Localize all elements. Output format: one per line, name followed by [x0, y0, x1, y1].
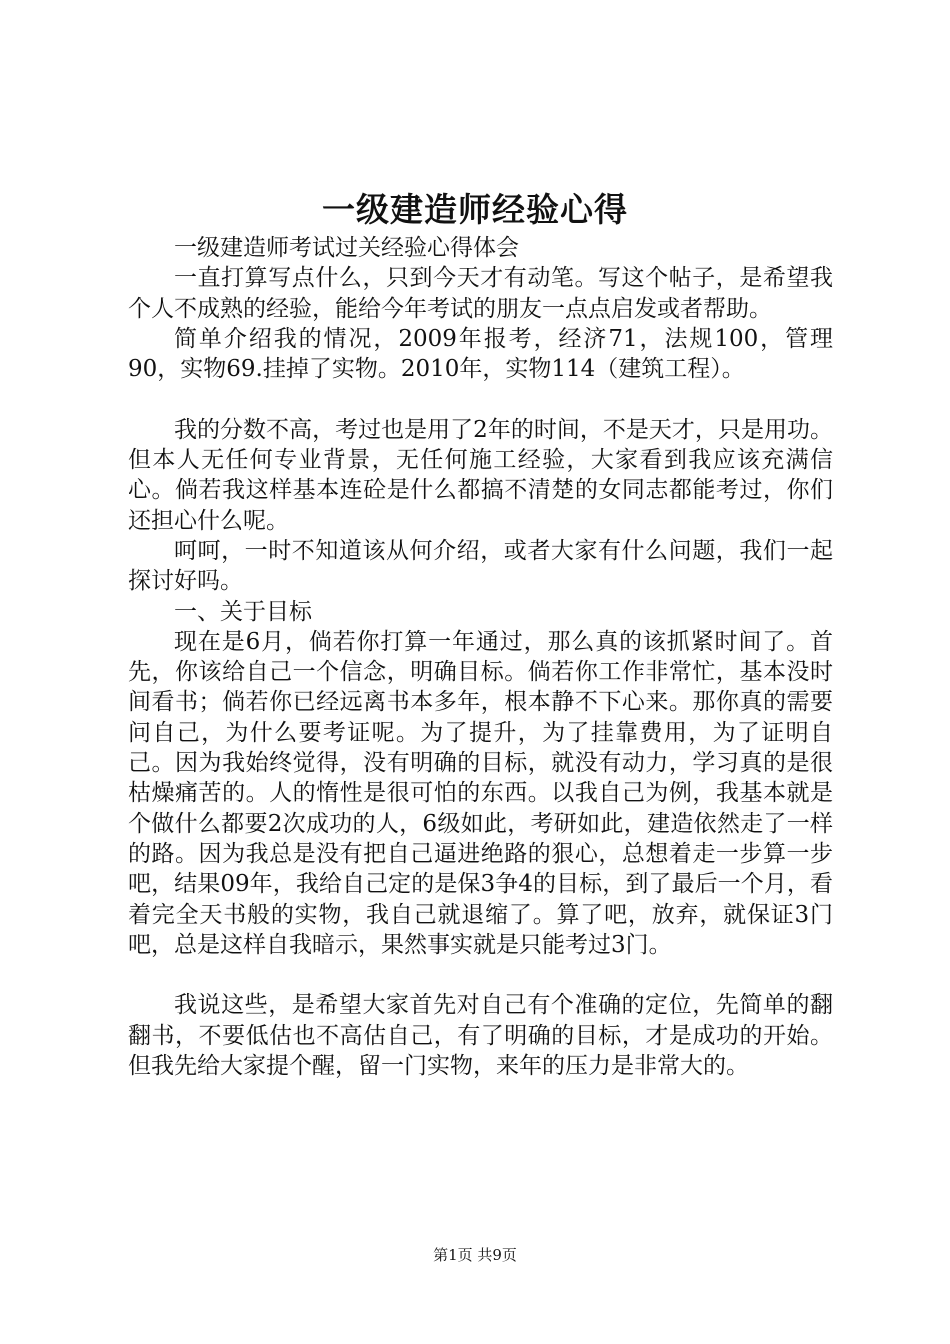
page-number-footer: 第1页 共9页	[433, 1246, 517, 1264]
paragraph-scores: 简单介绍我的情况，2009年报考，经济71，法规100，管理90，实物69.挂掉了实物。2010年，实物114（建筑工程）。	[128, 325, 833, 383]
paragraph-positioning: 我说这些，是希望大家首先对自己有个准确的定位，先简单的翻翻书，不要低估也不高估自己，有了明确的目标，才是成功的开始。但我先给大家提个醒，留一门实物，来年的压力是非常大的。	[128, 992, 833, 1080]
paragraph-intro: 一直打算写点什么，只到今天才有动笔。写这个帖子，是希望我个人不成熟的经验，能给今年考试的朋友一点点启发或者帮助。	[128, 265, 833, 322]
document-body	[128, 233, 833, 1081]
section-heading-goals: 一、关于目标	[174, 598, 312, 625]
paragraph-subtitle: 一级建造师考试过关经验心得体会	[174, 235, 519, 261]
paragraph-discussion: 呵呵，一时不知道该从何介绍，或者大家有什么问题，我们一起探讨好吗。	[128, 537, 833, 595]
paragraph-goals: 现在是6月，倘若你打算一年通过，那么真的该抓紧时间了。首先，你该给自己一个信念，明确目标。倘若你工作非常忙，基本没时间看书；倘若你已经远离书本多年，根本静不下心来。那你真的需要问自己，为什么要考证呢。为了提升，为了挂靠费用，为了证明自己。因为我始终觉得，没有明确的目标，就没有动力，学习真的是很枯燥痛苦的。人的惰性是很可怕的东西。以我自己为例，我基本就是个做什么都要2次成功的人，6级如此，考研如此，建造依然走了一样的路。因为我总是没有把自己逼进绝路的狠心，总想着走一步算一步吧，结果09年，我给自己定的是保3争4的目标，到了最后一个月，看着完全天书般的实物，我自己就退缩了。算了吧，放弃，就保证3门吧，总是这样自我暗示，果然事实就是只能考过3门。	[128, 628, 833, 958]
paragraph-background: 我的分数不高，考过也是用了2年的时间，不是天才，只是用功。但本人无任何专业背景，无任何施工经验，大家看到我应该充满信心。倘若我这样基本连砼是什么都搞不清楚的女同志都能考过，你们还担心什么呢。	[128, 416, 833, 534]
document-title: 一级建造师经验心得	[322, 190, 628, 229]
